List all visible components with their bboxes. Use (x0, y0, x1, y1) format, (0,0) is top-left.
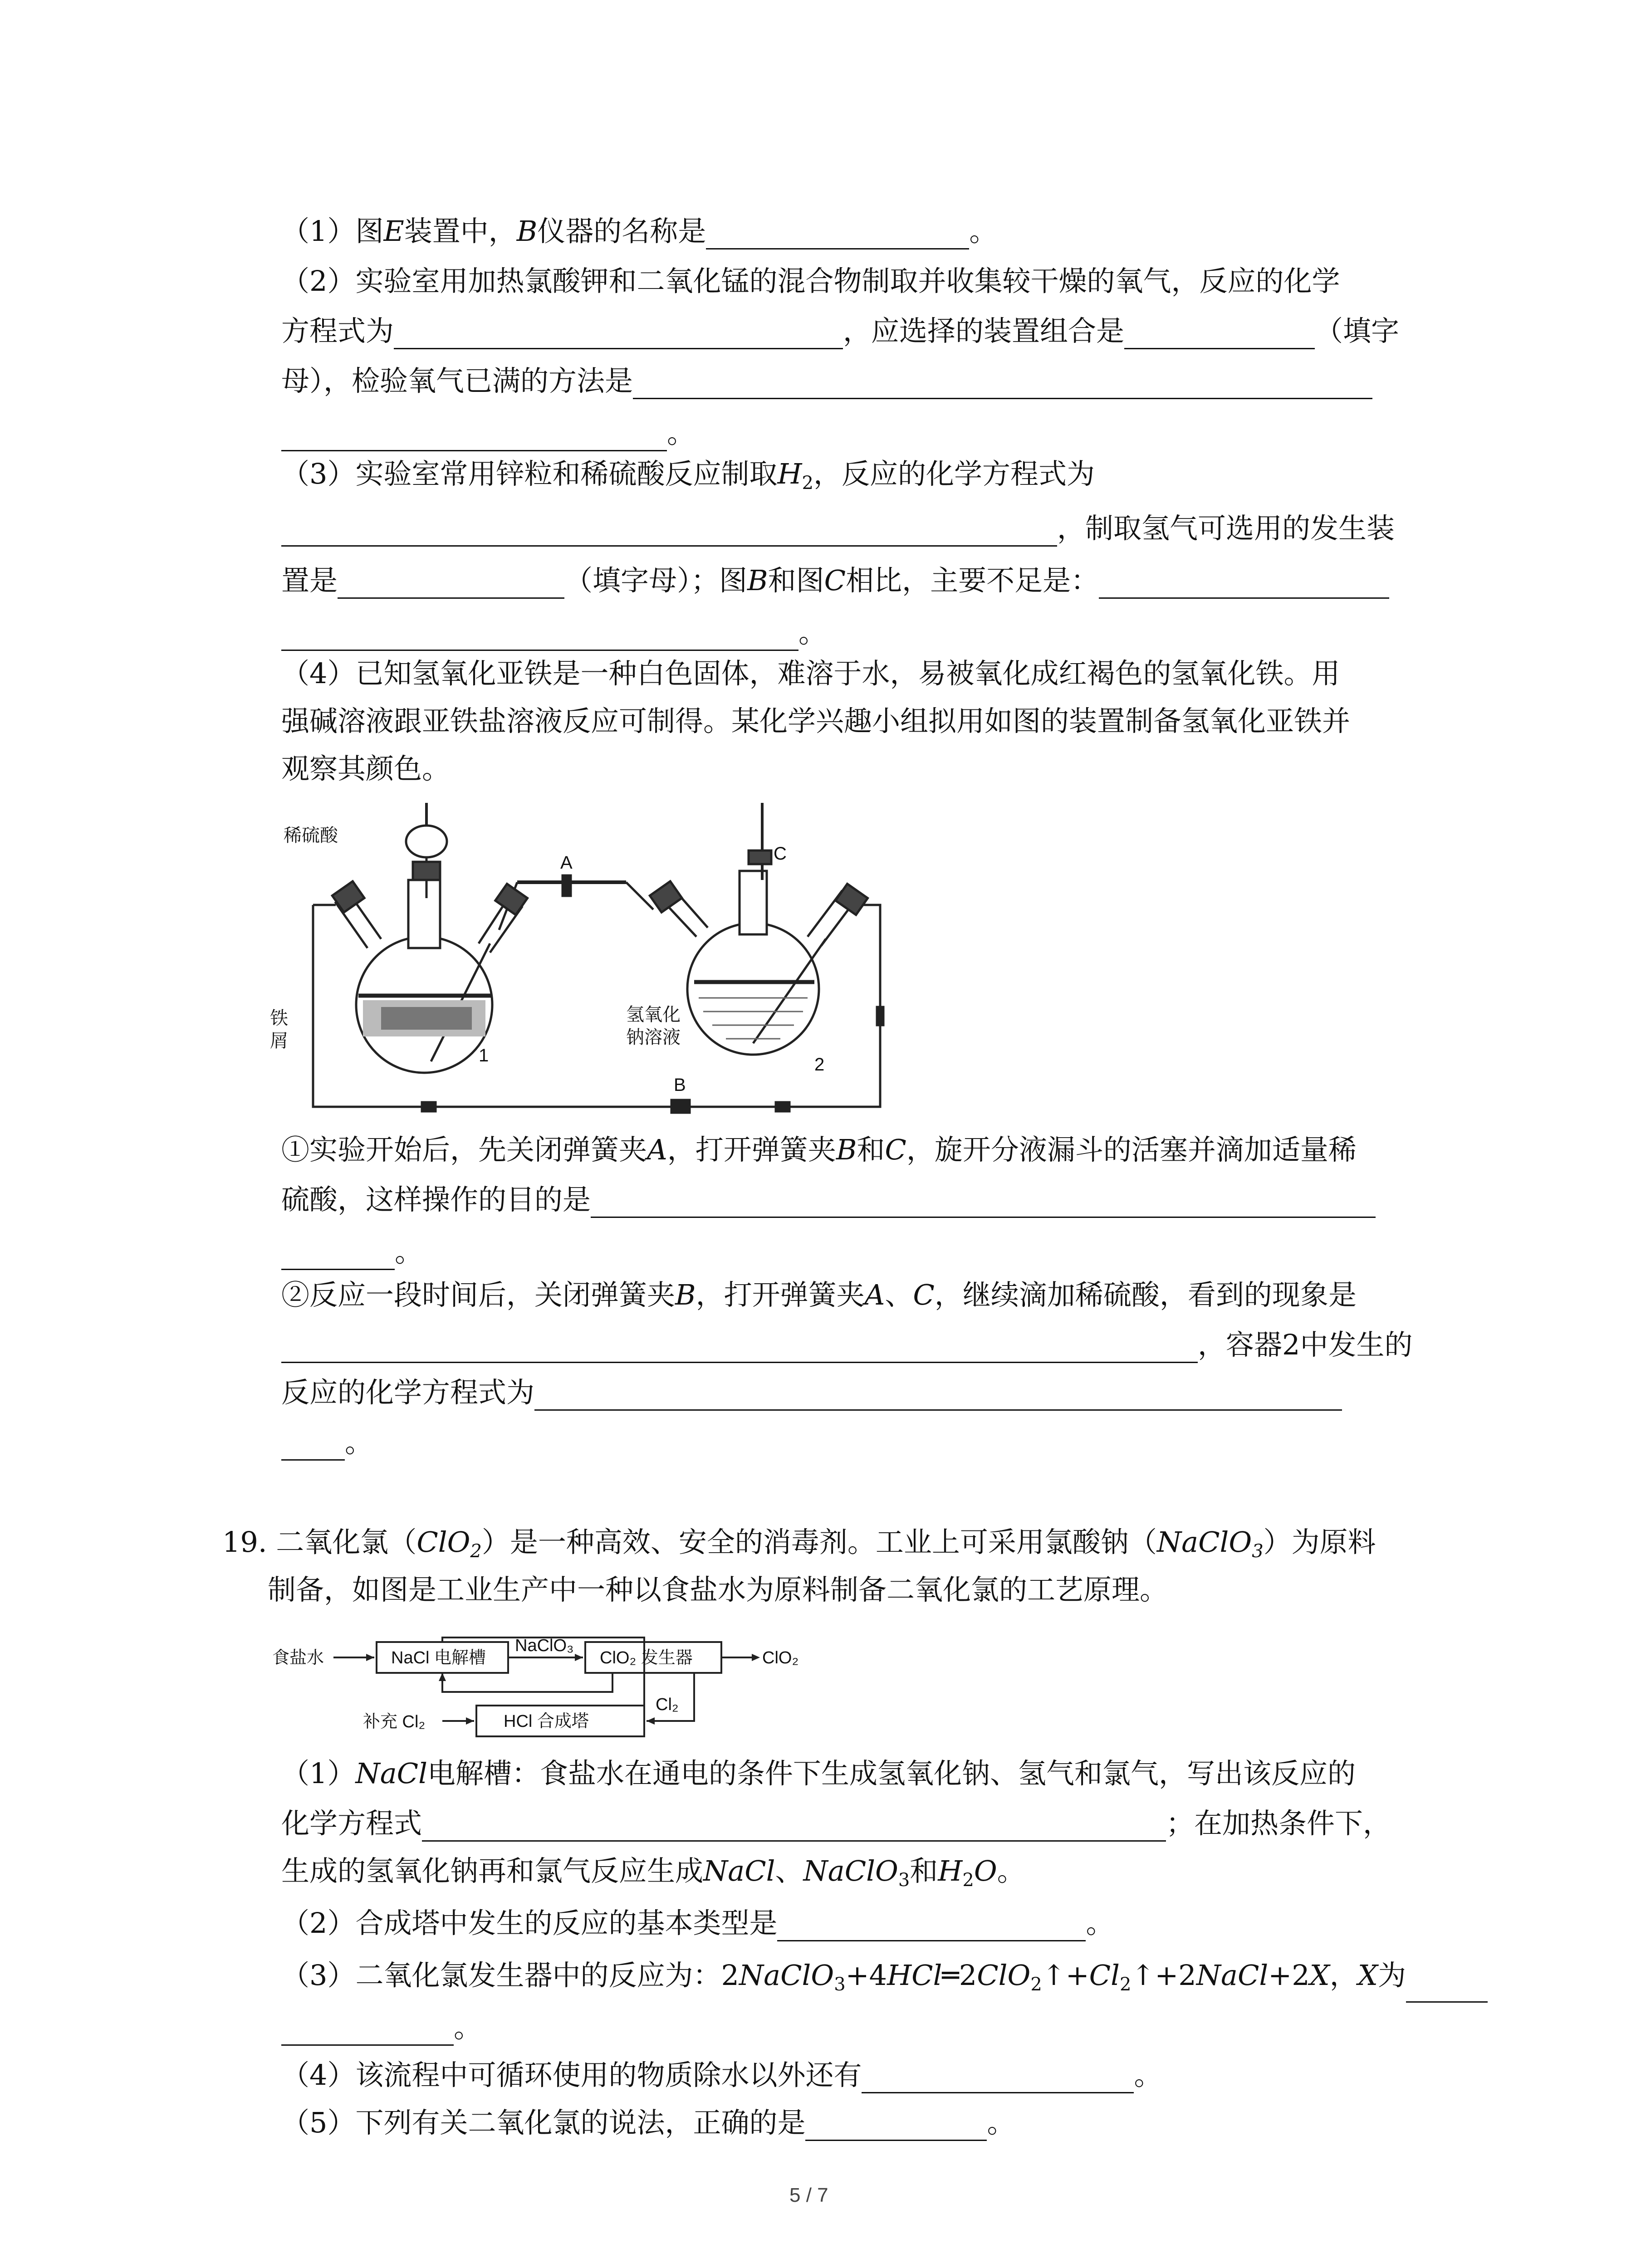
q18-part4-line3: 观察其颜色。 (281, 752, 451, 785)
q18-sub1-line2: 硫酸，这样操作的目的是 (281, 1182, 1376, 1218)
apparatus-figure (272, 807, 907, 1116)
q18-part2-line3: 母），检验氧气已满的方法是 (281, 363, 1372, 399)
dropping-funnel (406, 826, 447, 857)
answer-blank[interactable] (281, 2015, 454, 2046)
q19-part1-line3: 生成的氢氧化钠再和氯气反应生成NaCl、NaClO$_3$和$H_2O$。 (281, 1854, 1025, 1891)
q18-sub1-line3: 。 (281, 1234, 423, 1270)
q18-part2-line2: 方程式为 ，应选择的装置组合是 （填字 (281, 313, 1399, 349)
answer-blank[interactable] (281, 421, 667, 451)
q18-part4-line1: （4）已知氢氧化亚铁是一种白色固体，难溶于水，易被氧化成红褐色的氢氧化铁。用 (281, 657, 1340, 690)
naoh-solution (699, 998, 808, 1039)
q19-part2: （2）合成塔中发生的反应的基本类型是 。 (281, 1905, 1114, 1941)
label-container-1: 1 (479, 1046, 489, 1066)
label-clamp-b: B (674, 1075, 686, 1095)
answer-blank[interactable] (534, 1380, 1342, 1411)
answer-blank[interactable] (281, 1333, 1198, 1363)
q18-part3-line4: 。 (281, 615, 827, 651)
q18-sub2-line3: 反应的化学方程式为 (281, 1374, 1342, 1411)
q18-part3-line3: 置是 （填字母）；图B和图C相比，主要不足是： (281, 562, 1389, 599)
iron-filings (363, 1000, 485, 1036)
answer-blank[interactable] (862, 2063, 1134, 2093)
q18-part3-line2: ，制取氢气可选用的发生装 (281, 510, 1395, 547)
answer-blank[interactable] (1099, 568, 1389, 599)
flask2-neck (740, 871, 767, 934)
label-container-2: 2 (814, 1055, 825, 1075)
q18-sub2-line4: 。 (281, 1424, 373, 1461)
answer-blank[interactable] (1124, 319, 1315, 349)
flow-generator-label: ClO₂ 发生器 (600, 1648, 693, 1667)
answer-blank[interactable] (281, 621, 798, 651)
flow-output-label: ClO₂ (762, 1648, 799, 1667)
answer-blank[interactable] (591, 1188, 1376, 1218)
q18-part2-line4: 。 (281, 415, 695, 451)
answer-blank[interactable] (805, 2111, 987, 2141)
answer-blank[interactable] (706, 219, 969, 249)
label-dilute-acid: 稀硫酸 (284, 826, 338, 846)
q19-part5: （5）下列有关二氧化氯的说法，正确的是 。 (281, 2105, 1015, 2141)
flow-electrolysis-label: NaCl 电解槽 (391, 1648, 486, 1667)
label-iron-2: 屑 (270, 1031, 288, 1051)
answer-blank[interactable] (338, 568, 564, 599)
q18-part3-line1: （3）实验室常用锌粒和稀硫酸反应制取$H_2$，反应的化学方程式为 (281, 457, 1095, 494)
q18-part1: （1）图E装置中，B仪器的名称是 。 (281, 213, 997, 249)
q19-stem-line1: 19. 二氧化氯（ClO$_2$）是一种高效、安全的消毒剂。工业上可采用氯酸钠（NaClO$_3$）为原料 (222, 1525, 1376, 1562)
flask1-neck (408, 880, 440, 948)
answer-blank[interactable] (633, 369, 1372, 399)
answer-blank[interactable] (281, 1240, 395, 1270)
answer-blank[interactable] (777, 1911, 1086, 1941)
flow-cl2-label: Cl₂ (656, 1695, 679, 1714)
label-naoh-2: 钠溶液 (626, 1027, 681, 1047)
label-naoh-1: 氢氧化 (626, 1005, 681, 1025)
label-clamp-a: A (560, 853, 573, 873)
flow-tower-label: HCl 合成塔 (504, 1712, 589, 1731)
flow-naclo3-label: NaClO₃ (515, 1636, 574, 1655)
answer-blank[interactable] (281, 516, 1057, 547)
flow-supplement-label: 补充 Cl₂ (363, 1712, 426, 1731)
answer-blank[interactable] (1406, 1972, 1488, 2003)
q18-part2-line1: （2）实验室用加热氯酸钾和二氧化锰的混合物制取并收集较干燥的氧气，反应的化学 (281, 264, 1340, 298)
flow-input-label: 食盐水 (272, 1648, 324, 1667)
q19-part4: （4）该流程中可循环使用的物质除水以外还有 。 (281, 2057, 1162, 2093)
answer-blank[interactable] (281, 1430, 345, 1461)
q19-part1-line2: 化学方程式 ；在加热条件下， (281, 1805, 1391, 1842)
q19-part1-line1: （1）NaCl电解槽：食盐水在通电的条件下生成氢氧化钠、氢气和氯气，写出该反应的 (281, 1757, 1356, 1790)
label-clamp-c: C (774, 844, 787, 864)
clamp-a (563, 875, 571, 896)
q18-sub2-line1: ②反应一段时间后，关闭弹簧夹B，打开弹簧夹A、C，继续滴加稀硫酸，看到的现象是 (281, 1278, 1357, 1311)
answer-blank[interactable] (422, 1811, 1166, 1842)
q18-part4-line2: 强碱溶液跟亚铁盐溶液反应可制得。某化学兴趣小组拟用如图的装置制备氢氧化亚铁并 (281, 704, 1351, 738)
answer-blank[interactable] (394, 319, 843, 349)
flask-2 (687, 923, 819, 1055)
clamp-b (671, 1100, 690, 1113)
page-number: 5 / 7 (789, 2184, 828, 2206)
q18-sub1-line1: ①实验开始后，先关闭弹簧夹A，打开弹簧夹B和C，旋开分液漏斗的活塞并滴加适量稀 (281, 1133, 1357, 1166)
label-iron-1: 铁 (270, 1008, 288, 1028)
q19-part3-line2: 。 (281, 2009, 482, 2046)
q19-part3-line1: （3）二氧化氯发生器中的反应为：$2NaClO_3+4HCl═2ClO_2↑+Cl_2↑+2NaCl+2X$，X为 (281, 1957, 1488, 2003)
q19-stem-line2: 制备，如图是工业生产中一种以食盐水为原料制备二氧化氯的工艺原理。 (268, 1573, 1168, 1606)
process-flow-figure (272, 1628, 862, 1746)
q18-sub2-line2: ，容器2中发生的 (281, 1327, 1412, 1363)
